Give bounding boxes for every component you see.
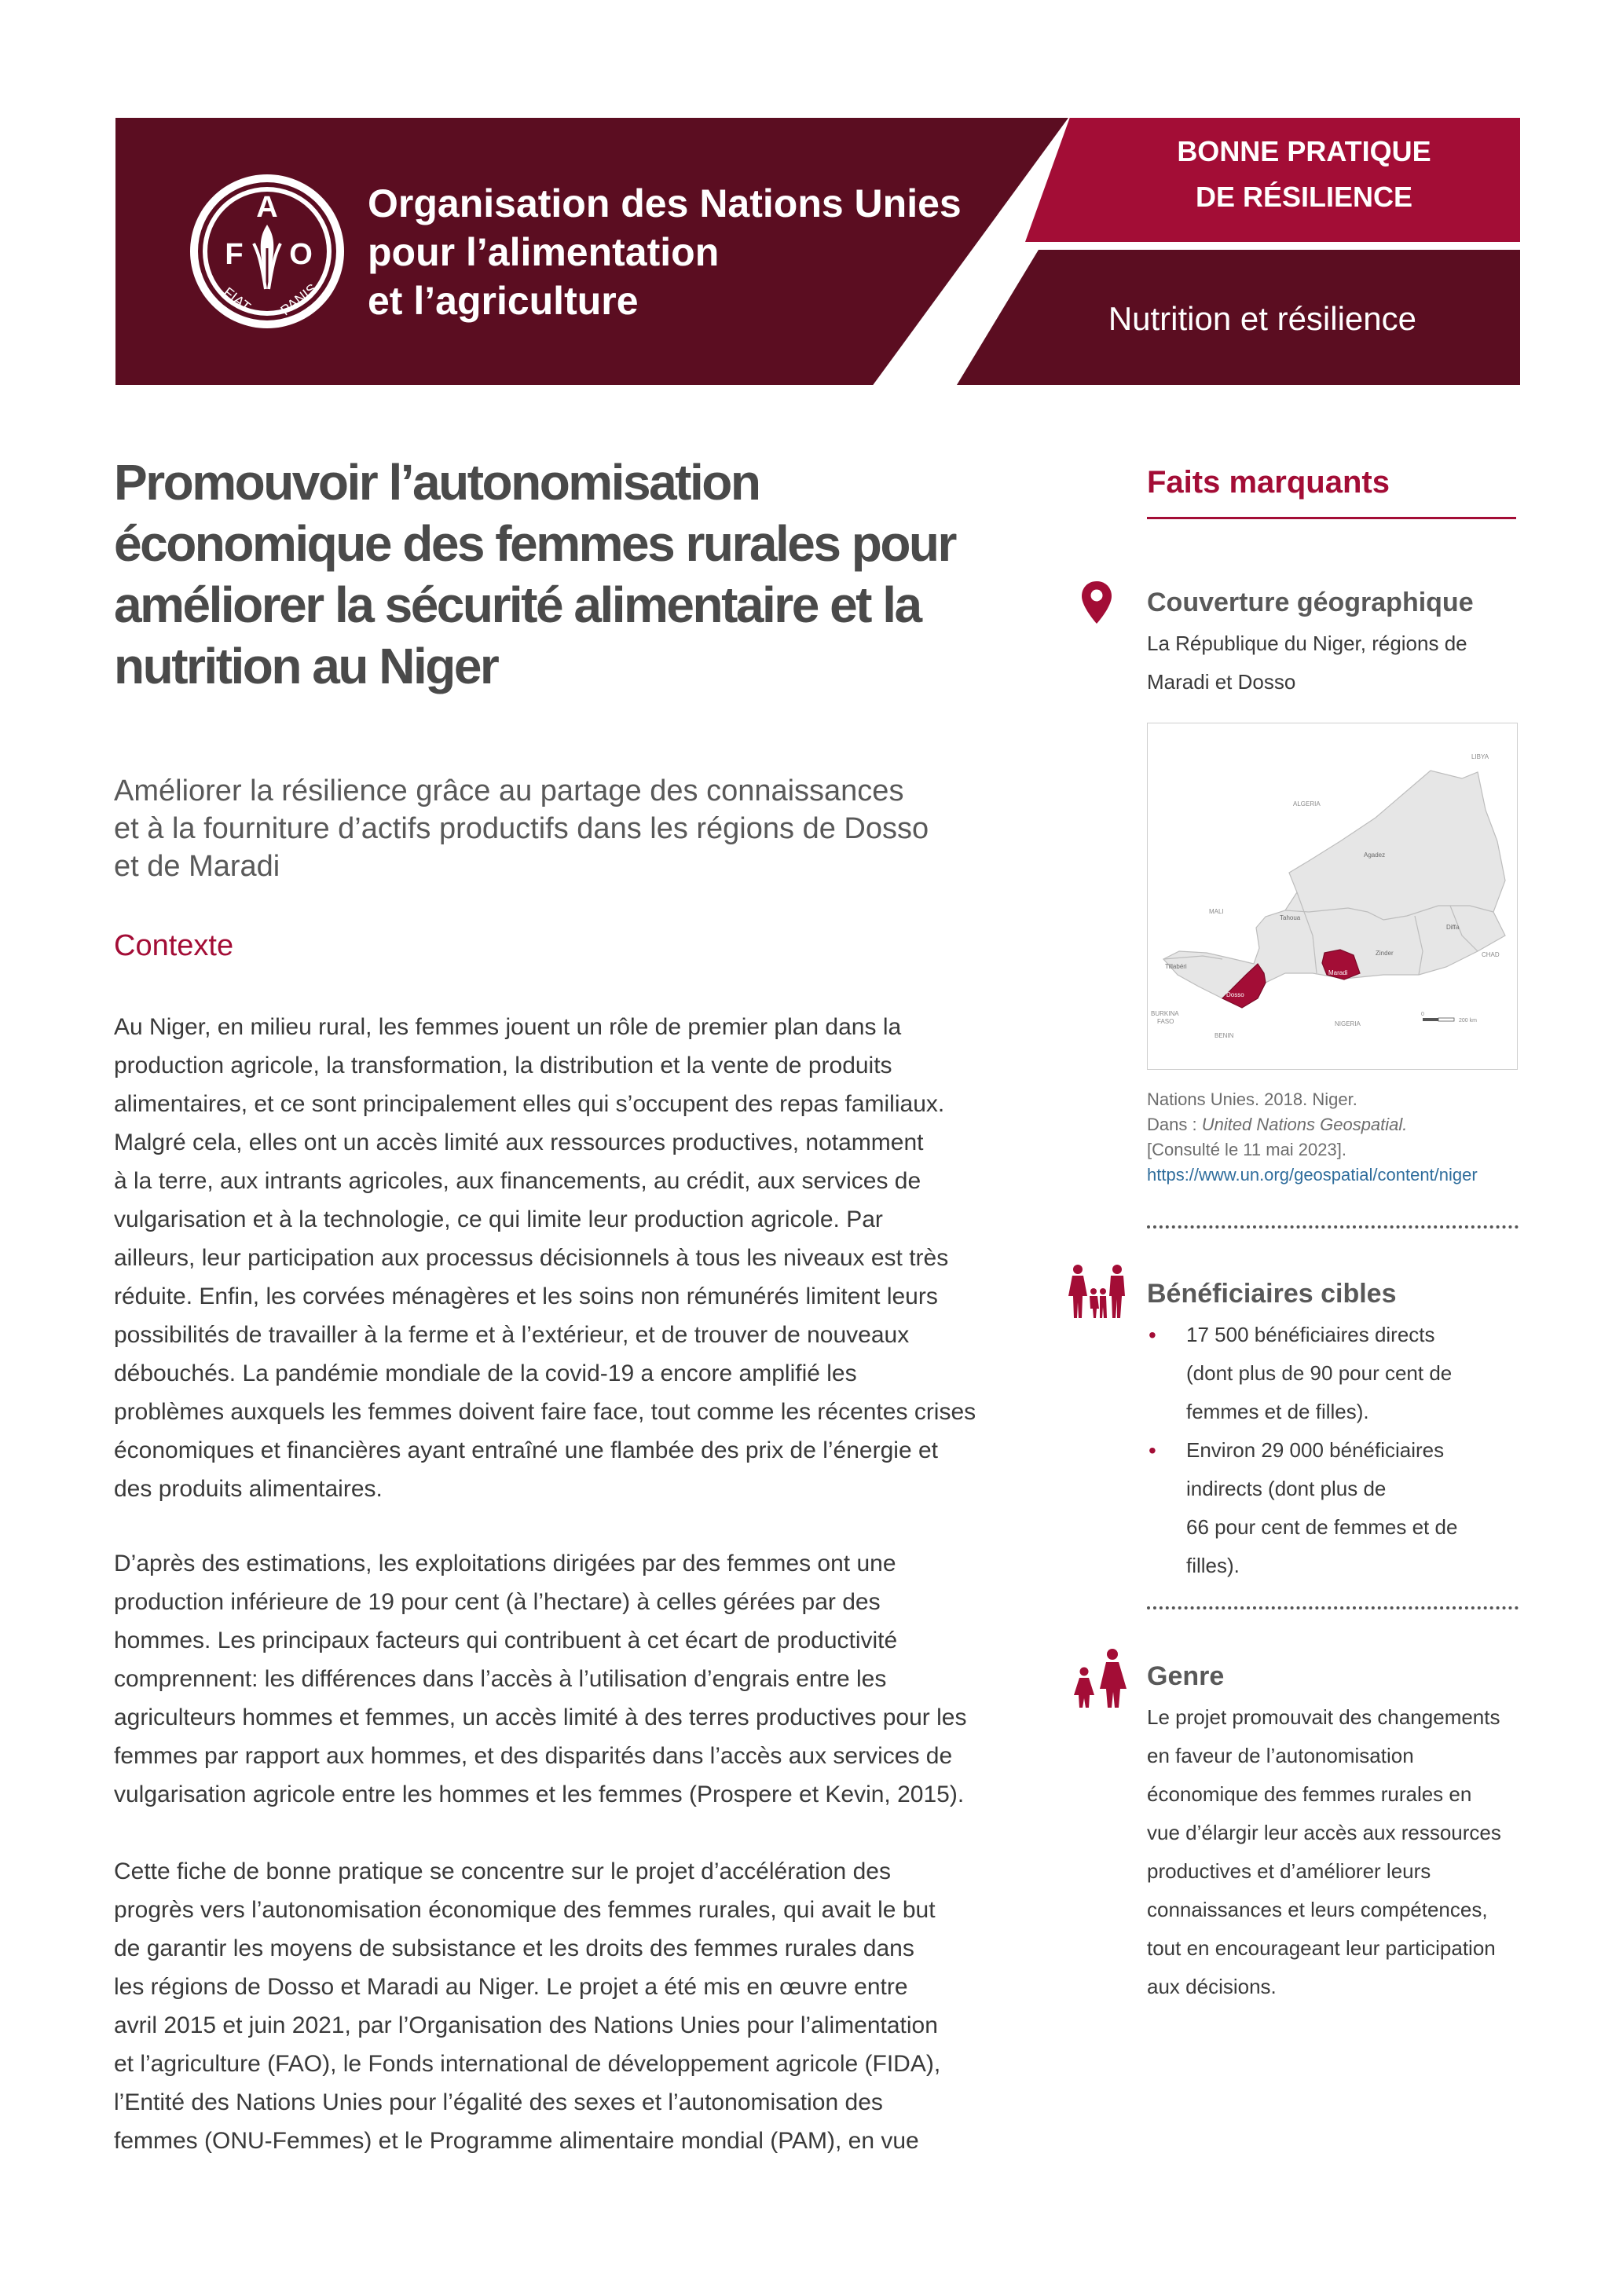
map-label-agadez: Agadez [1364,851,1386,859]
logo-letter-f: F [225,238,244,271]
location-pin-icon [1080,580,1113,625]
list-item-line: filles). [1186,1554,1240,1577]
title-line: économique des femmes rurales pour [114,515,955,572]
badge-line: BONNE PRATIQUE [1177,135,1431,167]
text-line: production inférieure de 19 pour cent (à l’hectare) à celles gérées par des [114,1589,881,1615]
text-line: possibilités de travailler à la ferme et à l’extérieur, et de trouver de nouveaux [114,1322,910,1348]
text-line: alimentaires, et ce sont principalement elles qui s’occupent des repas familiaux. [114,1091,945,1117]
list-item [1147,1316,1516,1431]
gender-text-line: productives et d’améliorer leurs [1147,1859,1431,1883]
organization-name-line: pour l’alimentation [368,230,720,274]
title-line: améliorer la sécurité alimentaire et la [114,577,921,633]
paragraph-context-2 [114,1544,1033,1814]
gender-text-line: Le projet promouvait des changements [1147,1705,1500,1729]
subtitle-line: et à la fourniture d’actifs productifs dans les régions de Dosso [114,812,929,845]
map-label-tahoua: Tahoua [1280,914,1301,921]
map-label-libya: LIBYA [1471,753,1489,760]
text-line: Au Niger, en milieu rural, les femmes jouent un rôle de premier plan dans la [114,1014,902,1040]
coverage-text-line: La République du Niger, régions de [1147,632,1467,655]
text-line: des produits alimentaires. [114,1476,383,1502]
gender-title: Genre [1147,1661,1225,1691]
beneficiaries-list [1147,1316,1516,1585]
map-label-maradi: Maradi [1328,969,1348,976]
family-icon [1067,1265,1130,1320]
caption-prefix: Dans : [1147,1115,1202,1134]
list-item [1147,1431,1516,1585]
theme-label: Nutrition et résilience [1108,300,1416,337]
text-line: production agricole, la transformation, la distribution et la vente de produits [114,1053,892,1078]
list-item-line: • 17 500 bénéficiaires directs [1186,1323,1435,1346]
list-item-line: • Environ 29 000 bénéficiaires [1186,1438,1445,1462]
highlights-rule [1147,517,1516,519]
text-line: progrès vers l’autonomisation économique des femmes rurales, qui avait le but [114,1897,936,1923]
coverage-title: Couverture géographique [1147,588,1474,617]
map-scale-bar [1421,1012,1477,1023]
caption-line [1147,1112,1516,1137]
logo-letter-a: A [256,191,278,224]
text-line: réduite. Enfin, les corvées ménagères et les soins non rémunérés limitent leurs [114,1283,938,1309]
subtitle-line: et de Maradi [114,850,280,883]
map-scale-zero: 0 [1421,1012,1424,1017]
logo-letter-o: O [289,238,313,271]
gender-text-line: vue d’élargir leur accès aux ressources [1147,1821,1501,1844]
map-label-burkina: BURKINA [1151,1010,1179,1017]
text-line: problèmes auxquels les femmes doivent faire face, tout comme les récentes crises [114,1399,976,1425]
gender-text-line: économique des femmes rurales en [1147,1782,1472,1806]
highlights-heading: Faits marquants [1147,465,1390,500]
text-line: femmes par rapport aux hommes, et des disparités dans l’accès aux services de [114,1743,953,1769]
text-line: vulgarisation et à la technologie, ce qui limite leur production agricole. Par [114,1207,883,1232]
woman-girl-icon [1068,1648,1130,1709]
text-line: les régions de Dosso et Maradi au Niger. Le projet a été mis en œuvre entre [114,1974,908,2000]
coverage-text [1147,624,1520,701]
text-line: à la terre, aux intrants agricoles, aux financements, au crédit, aux services de [114,1168,921,1194]
gender-text-line: aux décisions. [1147,1975,1277,1998]
fao-logo [187,171,347,331]
text-line: Malgré cela, elles ont un accès limité aux ressources productives, notamment [114,1130,924,1155]
map-label-nigeria: NIGERIA [1335,1020,1361,1027]
organization-name-line: et l’agriculture [368,279,639,323]
coverage-text-line: Maradi et Dosso [1147,670,1296,694]
dotted-divider [1147,1606,1519,1609]
niger-map-drawing [1148,723,1517,1069]
organization-name [368,179,996,325]
text-line: hommes. Les principaux facteurs qui contribuent à cet écart de productivité [114,1628,898,1653]
map-caption [1147,1087,1516,1188]
text-line: vulgarisation agricole entre les hommes et les femmes (Prospere et Kevin, 2015). [114,1782,965,1807]
title-line: Promouvoir l’autonomisation [114,454,760,511]
caption-source: United Nations Geospatial. [1201,1115,1408,1134]
map-label-dosso: Dosso [1226,991,1244,998]
text-line: et l’agriculture (FAO), le Fonds international de développement agricole (FIDA), [114,2051,941,2077]
section-heading-contexte: Contexte [114,929,234,962]
gender-text-line: en faveur de l’autonomisation [1147,1744,1414,1767]
text-line: avril 2015 et juin 2021, par l’Organisation des Nations Unies pour l’alimentation [114,2012,938,2038]
caption-link[interactable]: https://www.un.org/geospatial/content/niger [1147,1165,1478,1185]
map-label-chad: CHAD [1482,951,1500,958]
text-line: agriculteurs hommes et femmes, un accès limité à des terres productives pour les [114,1705,967,1730]
list-item-line: femmes et de filles). [1186,1400,1369,1423]
map-scale-km: 200 km [1459,1018,1477,1023]
text-line: de garantir les moyens de subsistance et les droits des femmes rurales dans [114,1935,914,1961]
text-line: l’Entité des Nations Unies pour l’égalité des sexes et l’autonomisation des [114,2089,883,2115]
text-line: Cette fiche de bonne pratique se concentre sur le projet d’accélération des [114,1858,891,1884]
logo-motto-fiat: FIAT [220,284,254,315]
map-label-tillaberi: Tillabéri [1165,963,1187,970]
text-line: D’après des estimations, les exploitations dirigées par des femmes ont une [114,1551,896,1576]
organization-name-line: Organisation des Nations Unies [368,181,962,225]
subtitle-line: Améliorer la résilience grâce au partage des connaissances [114,774,904,807]
text-line: femmes (ONU-Femmes) et le Programme alimentaire mondial (PAM), en vue [114,2128,919,2154]
paragraph-context-3 [114,1852,1033,2160]
list-item-line: (dont plus de 90 pour cent de [1186,1361,1453,1385]
gender-text [1147,1698,1520,2006]
map-label-diffa: Diffa [1446,924,1460,931]
map-label-faso: FASO [1157,1018,1174,1025]
caption-line: [Consulté le 11 mai 2023]. [1147,1140,1346,1159]
beneficiaries-title: Bénéficiaires cibles [1147,1279,1397,1309]
title-line: nutrition au Niger [114,638,498,694]
page-title [114,452,978,697]
map-label-zinder: Zinder [1376,950,1394,957]
text-line: économiques et financières ayant entraîné une flambée des prix de l’énergie et [114,1437,938,1463]
subtitle [114,772,1025,885]
caption-line: Nations Unies. 2018. Niger. [1147,1089,1357,1109]
text-line: ailleurs, leur participation aux processus décisionnels à tous les niveaux est très [114,1245,949,1271]
map-label-mali: MALI [1209,908,1224,915]
logo-motto-panis: PANIS [277,280,321,319]
badge-line: DE RÉSILIENCE [1195,181,1413,213]
text-line: comprennent: les différences dans l’accès à l’utilisation d’engrais entre les [114,1666,887,1692]
text-line: débouchés. La pandémie mondiale de la covid-19 a encore amplifié les [114,1360,857,1386]
map-label-benin: BENIN [1215,1032,1234,1039]
good-practice-badge [1100,129,1508,220]
list-item-line: 66 pour cent de femmes et de [1186,1515,1458,1539]
dotted-divider [1147,1225,1519,1229]
gender-text-line: connaissances et leurs compétences, [1147,1898,1488,1921]
gender-text-line: tout en encourageant leur participation [1147,1936,1496,1960]
list-item-line: indirects (dont plus de [1186,1477,1387,1500]
map-label-algeria: ALGERIA [1293,800,1321,807]
paragraph-context-1 [114,1008,1033,1508]
niger-map [1147,723,1518,1070]
